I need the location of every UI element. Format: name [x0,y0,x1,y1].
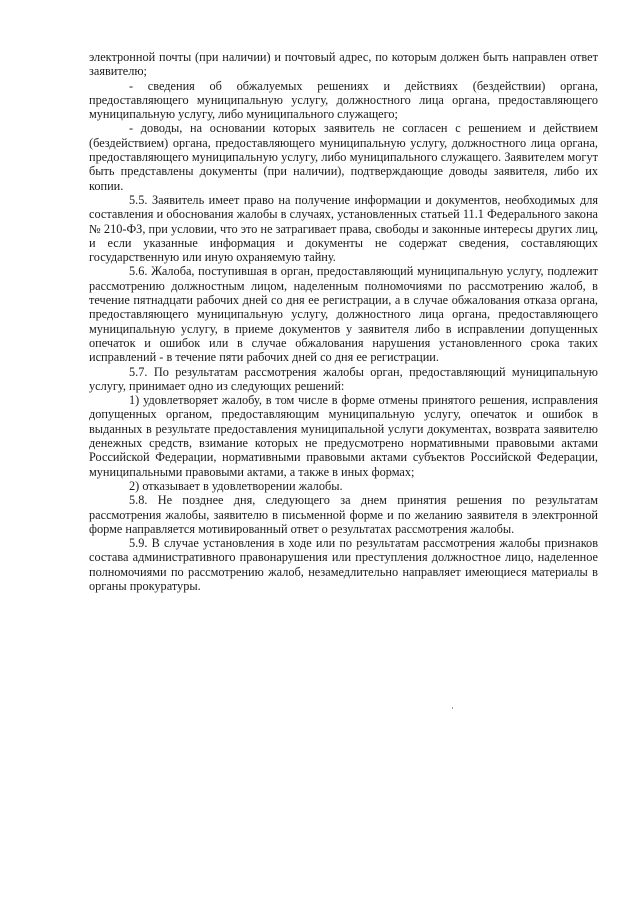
paragraph-5-5: 5.5. Заявитель имеет право на получение информации и документов, необходимых для составления и обоснования жалобы в случаях, установленных статьей 11.1 Федерального закона № 210-ФЗ, при условии, что это не затрагивает права, свободы и законные интересы других лиц, и если указанные информация и документы не содержат сведения, составляющих государственную или иную охраняемую тайну. [89,192,598,265]
paragraph-contact-info: электронной почты (при наличии) и почтовый адрес, по которым должен быть направлен ответ заявителю; [89,50,598,79]
paragraph-5-9: 5.9. В случае установления в ходе или по результатам рассмотрения жалобы признаков состава административного правонарушения или преступления должностное лицо, наделенное полномочиями по рассмотрению жалоб, незамедлительно направляет имеющиеся материалы в органы прокуратуры. [89,536,598,593]
paragraph-5-7-item-1: 1) удовлетворяет жалобу, в том числе в форме отмены принятого решения, исправления допущенных органом, предоставляющим муниципальную услугу, опечаток и ошибок в выданных в результате предоставления муниципальной услуги документах, возврата заявителю денежных средств, взимание которых не предусмотрено нормативными правовыми актами Российской Федерации, нормативными правовыми актами субъектов Российской Федерации, муниципальными правовыми актами, а также в иных формах; [89,393,598,479]
paragraph-5-8: 5.8. Не позднее дня, следующего за днем принятия решения по результатам рассмотрения жалобы, заявителю в письменной форме и по желанию заявителя в электронной форме направляется мотивированный ответ о результатах рассмотрения жалобы. [89,493,598,536]
document-body [89,50,598,593]
scan-speck [452,707,453,709]
paragraph-5-7-item-2: 2) отказывает в удовлетворении жалобы. [129,478,343,493]
paragraph-appealed-decisions: - сведения об обжалуемых решениях и действиях (бездействии) органа, предоставляющего муниципальную услугу, должностного лица органа, предоставляющего муниципальную услугу, либо муниципального служащего; [89,78,598,122]
paragraph-arguments: - доводы, на основании которых заявитель не согласен с решением и действием (бездействием) органа, предоставляющего муниципальную услугу, должностного лица органа, предоставляющего муниципальную услугу, либо муниципального служащего. Заявителем могут быть представлены документы (при наличии), подтверждающие доводы заявителя, либо их копии. [89,121,598,193]
paragraph-5-7: 5.7. По результатам рассмотрения жалобы орган, предоставляющий муниципальную услугу, принимает одно из следующих решений: [89,364,598,393]
paragraph-5-6: 5.6. Жалоба, поступившая в орган, предоставляющий муниципальную услугу, подлежит рассмотрению должностным лицом, наделенным полномочиями по рассмотрению жалоб, в течение пятнадцати рабочих дней со дня ее регистрации, а в случае обжалования отказа органа, предоставляющего муниципальную услугу, должностного лица органа, предоставляющего муниципальную услугу, в приеме документов у заявителя либо в исправлении допущенных опечаток и ошибок или в случае обжалования нарушения установленного срока таких исправлений - в течение пяти рабочих дней со дня ее регистрации. [89,264,598,365]
